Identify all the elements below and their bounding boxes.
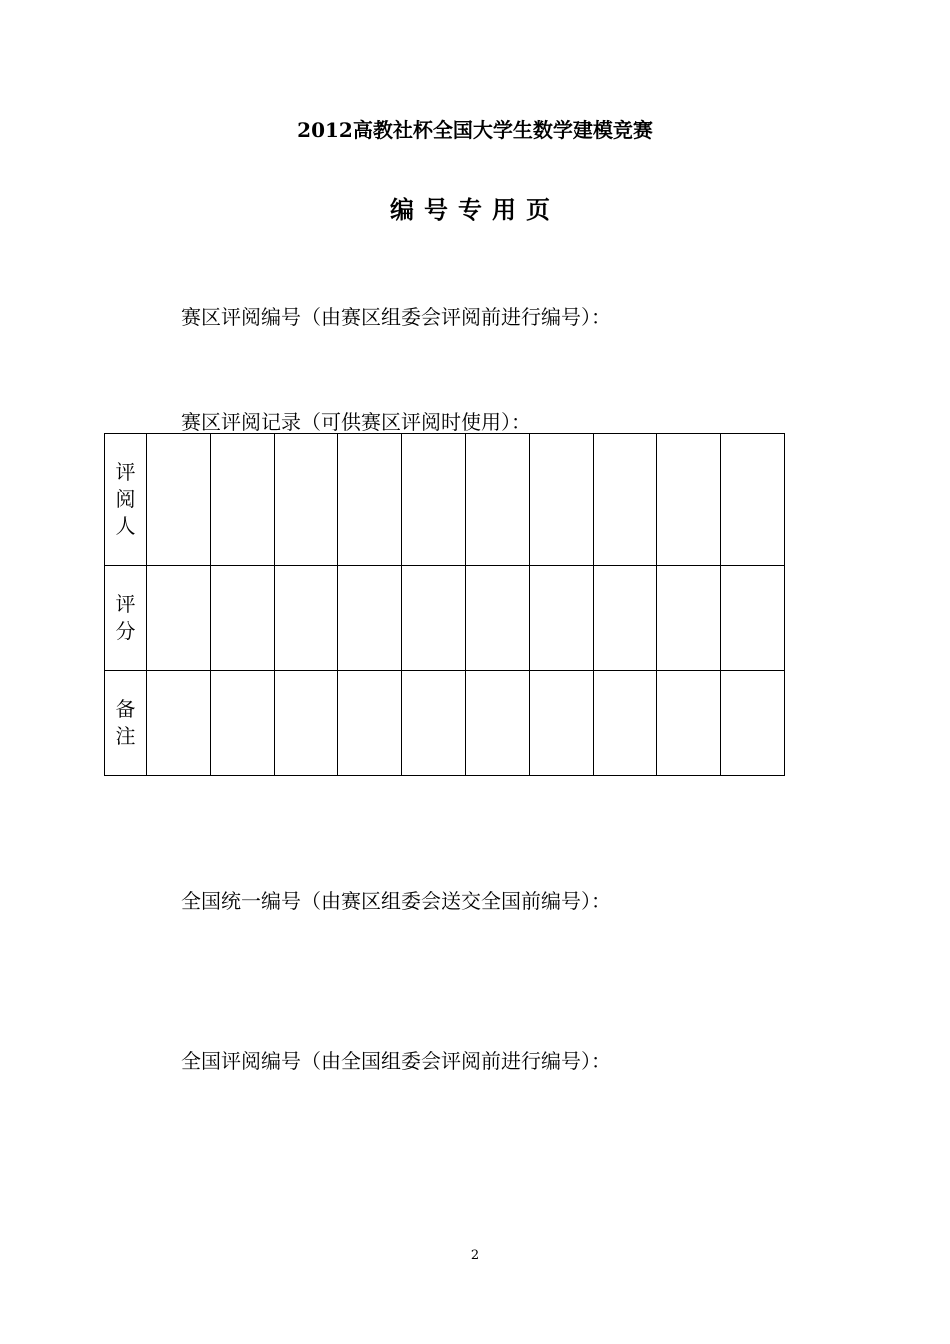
blank-entry-cell[interactable] xyxy=(147,434,211,566)
national-unified-number-label: 全国统一编号（由赛区组委会送交全国前编号）： xyxy=(181,889,611,913)
row-label: 评分 xyxy=(115,592,136,643)
blank-entry-cell[interactable] xyxy=(465,566,529,671)
row-label-cell xyxy=(105,434,147,566)
blank-entry-cell[interactable] xyxy=(721,566,785,671)
national-review-number-label: 全国评阅编号（由全国组委会评阅前进行编号）： xyxy=(181,1049,611,1073)
blank-entry-cell[interactable] xyxy=(529,434,593,566)
regional-review-record-label: 赛区评阅记录（可供赛区评阅时使用）： xyxy=(181,410,531,434)
table-row xyxy=(105,434,785,566)
blank-entry-cell[interactable] xyxy=(274,434,338,566)
blank-entry-cell[interactable] xyxy=(593,434,657,566)
document-title: 2012高教社杯全国大学生数学建模竞赛 xyxy=(297,118,653,142)
blank-entry-cell[interactable] xyxy=(338,566,402,671)
blank-entry-cell[interactable] xyxy=(402,671,466,776)
blank-entry-cell[interactable] xyxy=(529,671,593,776)
blank-entry-cell[interactable] xyxy=(465,671,529,776)
blank-entry-cell[interactable] xyxy=(274,671,338,776)
page-subtitle: 编号专用页 xyxy=(390,195,560,224)
row-label-cell xyxy=(105,566,147,671)
blank-entry-cell[interactable] xyxy=(721,671,785,776)
blank-entry-cell[interactable] xyxy=(210,566,274,671)
blank-entry-cell[interactable] xyxy=(657,434,721,566)
table-row xyxy=(105,566,785,671)
row-label: 备注 xyxy=(115,697,136,748)
blank-entry-cell[interactable] xyxy=(657,566,721,671)
blank-entry-cell[interactable] xyxy=(402,566,466,671)
row-label-cell xyxy=(105,671,147,776)
blank-entry-cell[interactable] xyxy=(721,434,785,566)
blank-entry-cell[interactable] xyxy=(210,671,274,776)
blank-entry-cell[interactable] xyxy=(147,671,211,776)
blank-entry-cell[interactable] xyxy=(402,434,466,566)
table-row xyxy=(105,671,785,776)
blank-entry-cell[interactable] xyxy=(593,671,657,776)
page-number: 2 xyxy=(470,1248,480,1263)
row-label: 评阅人 xyxy=(115,460,136,538)
blank-entry-cell[interactable] xyxy=(465,434,529,566)
blank-entry-cell[interactable] xyxy=(147,566,211,671)
blank-entry-cell[interactable] xyxy=(274,566,338,671)
blank-entry-cell[interactable] xyxy=(338,671,402,776)
blank-entry-cell[interactable] xyxy=(338,434,402,566)
blank-entry-cell[interactable] xyxy=(593,566,657,671)
blank-entry-cell[interactable] xyxy=(210,434,274,566)
blank-entry-cell[interactable] xyxy=(657,671,721,776)
regional-review-number-label: 赛区评阅编号（由赛区组委会评阅前进行编号）： xyxy=(181,305,611,329)
blank-entry-cell[interactable] xyxy=(529,566,593,671)
review-record-table xyxy=(104,433,785,776)
